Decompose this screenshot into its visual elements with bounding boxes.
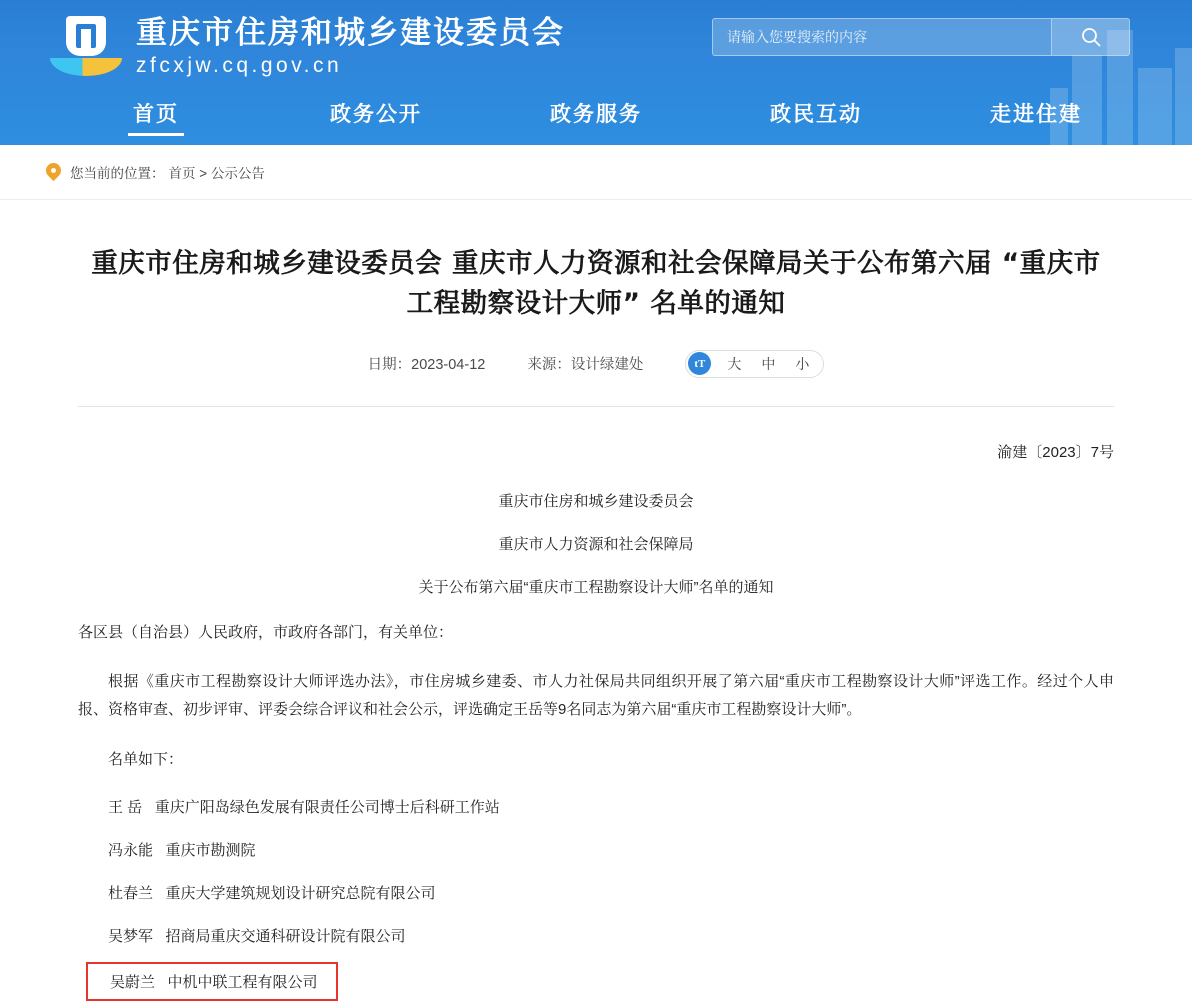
logo-title-cn: 重庆市住房和城乡建设委员会 bbox=[136, 14, 565, 51]
font-size-medium[interactable]: 中 bbox=[761, 355, 776, 372]
font-size-controls[interactable] bbox=[685, 350, 824, 378]
list-item-name: 吴蔚兰 bbox=[110, 973, 156, 991]
breadcrumb-label: 您当前的位置： bbox=[70, 166, 165, 181]
nav-item-public-interaction[interactable]: 政民互动 bbox=[770, 102, 862, 126]
nav-item-about[interactable]: 走进住建 bbox=[990, 102, 1082, 126]
meta-divider bbox=[78, 406, 1114, 407]
issuer-2: 重庆市人力资源和社会保障局 bbox=[498, 535, 694, 553]
breadcrumb-path[interactable]: 首页 > 公示公告 bbox=[168, 166, 265, 181]
list-item-org: 中机中联工程有限公司 bbox=[167, 973, 318, 991]
document-subject: 关于公布第六届“重庆市工程勘察设计大师”名单的通知 bbox=[418, 578, 774, 596]
article-source: 来源：设计绿建处 bbox=[527, 357, 644, 373]
list-item-org: 招商局重庆交通科研设计院有限公司 bbox=[165, 927, 406, 945]
logo-domain-en: zfcxjw.cq.gov.cn bbox=[136, 54, 343, 78]
body-paragraph: 根据《重庆市工程勘察设计大师评选办法》，市住房城乡建委、市人力社保局共同组织开展了第六届“重庆市工程勘察设计大师”评选工作。经过个人申报、资格审查、初步评审、评委会综合评议和社会公示，评选确定王岳等9名同志为第六届“重庆市工程勘察设计大师”。 bbox=[78, 673, 1114, 718]
header-top bbox=[0, 0, 1192, 84]
location-pin-icon bbox=[46, 163, 61, 181]
breadcrumb bbox=[0, 145, 1192, 200]
nav-item-home[interactable]: 首页 bbox=[46, 84, 266, 142]
list-item bbox=[78, 925, 1114, 946]
font-size-icon: tT bbox=[688, 352, 711, 375]
nav-item-government-disclosure[interactable]: 政务公开 bbox=[330, 102, 422, 126]
highlighted-list-item-wrapper bbox=[78, 946, 1114, 1001]
font-size-large[interactable]: 大 bbox=[727, 355, 742, 372]
list-item-org: 重庆广阳岛绿色发展有限责任公司博士后科研工作站 bbox=[154, 798, 500, 816]
list-item bbox=[78, 796, 1114, 817]
list-item-name: 杜春兰 bbox=[108, 884, 154, 902]
search-icon bbox=[1079, 25, 1103, 49]
site-logo-text[interactable] bbox=[136, 14, 565, 78]
article-date: 日期：2023-04-12 bbox=[367, 357, 486, 373]
search-button[interactable] bbox=[1051, 19, 1129, 55]
main-navigation bbox=[0, 84, 1192, 142]
building-shield-logo-icon bbox=[50, 16, 122, 78]
article-meta bbox=[78, 350, 1114, 378]
font-size-small[interactable]: 小 bbox=[795, 355, 810, 372]
list-item-highlighted bbox=[86, 962, 338, 1001]
list-item-org: 重庆大学建筑规划设计研究总院有限公司 bbox=[165, 884, 436, 902]
list-intro: 名单如下： bbox=[108, 750, 184, 768]
issuer-1: 重庆市住房和城乡建设委员会 bbox=[498, 492, 694, 510]
nav-item-government-services[interactable]: 政务服务 bbox=[550, 102, 642, 126]
list-item-name: 吴梦军 bbox=[108, 927, 154, 945]
page-title: 重庆市住房和城乡建设委员会 重庆市人力资源和社会保障局关于公布第六届 “重庆市工程勘察设计大师” 名单的通知 bbox=[91, 248, 1101, 319]
list-item bbox=[78, 882, 1114, 903]
search-box[interactable] bbox=[712, 18, 1130, 56]
site-header bbox=[0, 0, 1192, 145]
article-content bbox=[0, 244, 1192, 1001]
list-item-org: 重庆市勘测院 bbox=[165, 841, 256, 859]
list-item-name: 王 岳 bbox=[108, 798, 143, 816]
search-input[interactable] bbox=[713, 19, 1051, 55]
salutation: 各区县（自治县）人民政府，市政府各部门，有关单位： bbox=[78, 623, 454, 641]
list-item-name: 冯永能 bbox=[108, 841, 154, 859]
document-number: 渝建〔2023〕7号 bbox=[997, 443, 1114, 461]
list-item bbox=[78, 839, 1114, 860]
